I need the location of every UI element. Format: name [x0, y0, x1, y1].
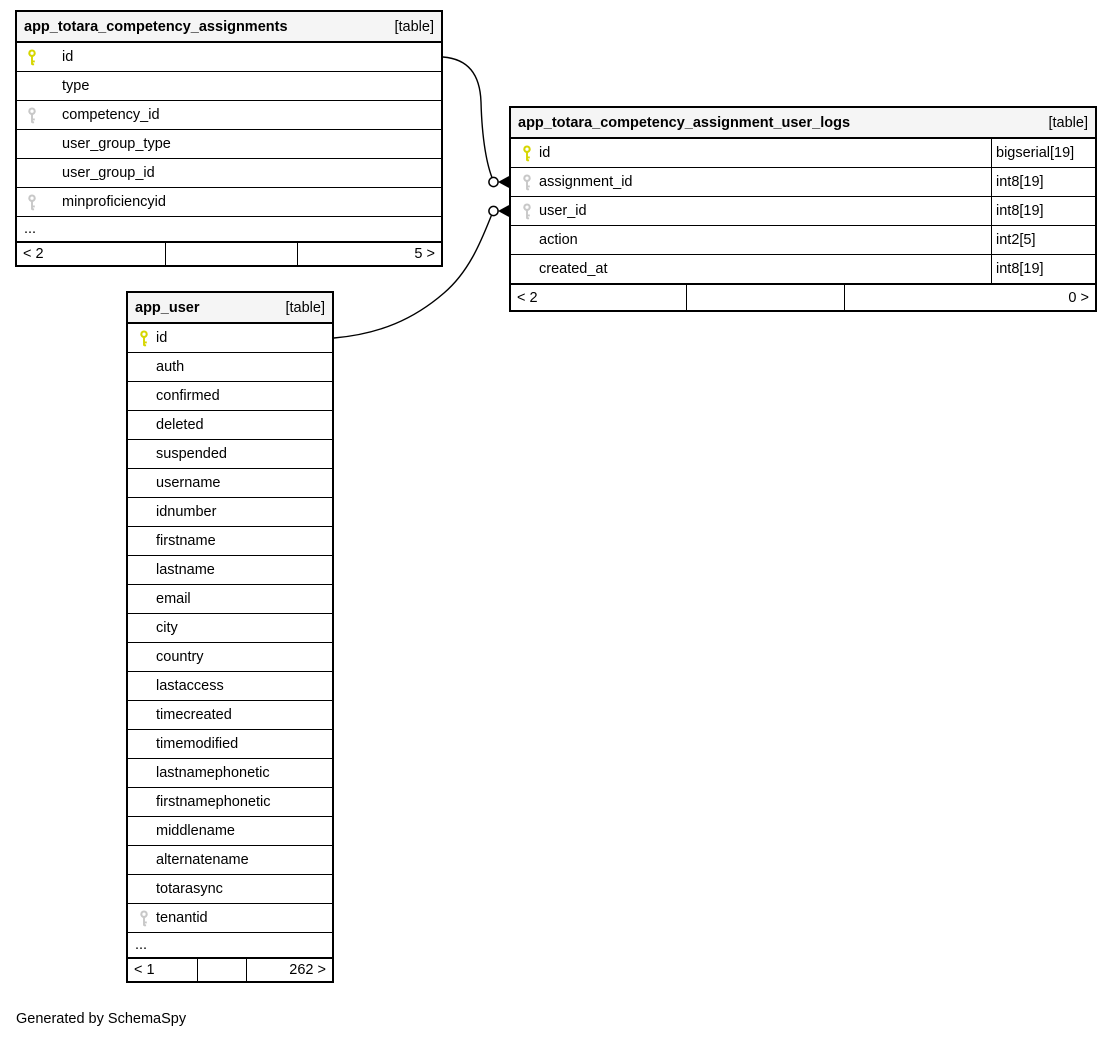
column-name: deleted: [156, 417, 204, 433]
table-type-badge: [table]: [1048, 114, 1088, 131]
ellipsis-row: ...: [17, 217, 441, 242]
column-rows: [511, 139, 1095, 284]
column-row-timecreated: [128, 701, 332, 730]
column-row-firstname: [128, 527, 332, 556]
table-type-badge: [table]: [285, 299, 325, 316]
column-row-username: [128, 469, 332, 498]
primary-key-icon: [511, 145, 539, 162]
primary-key-icon: [128, 330, 156, 347]
column-row-assignment_id: [511, 168, 1095, 197]
column-name: username: [156, 475, 221, 491]
table-app_totara_competency_assignment_user_logs: [509, 106, 1097, 312]
footer-spacer-cell: [165, 243, 296, 265]
column-datatype: int8[19]: [991, 255, 1095, 283]
column-row-lastnamephonetic: [128, 759, 332, 788]
related-count-left: < 2: [23, 246, 44, 262]
table-type-badge: [table]: [394, 18, 434, 35]
column-row-confirmed: [128, 382, 332, 411]
column-row-tenantid: [128, 904, 332, 933]
column-row-suspended: [128, 440, 332, 469]
column-row-middlename: [128, 817, 332, 846]
column-name: idnumber: [156, 504, 217, 520]
ellipsis-row: ...: [128, 933, 332, 958]
column-row-deleted: [128, 411, 332, 440]
column-row-auth: [128, 353, 332, 382]
table-header: [128, 293, 332, 324]
generated-by-note: Generated by SchemaSpy: [16, 1011, 187, 1027]
column-name: firstname: [156, 533, 216, 549]
related-count-left: < 2: [517, 289, 538, 306]
column-row-user_id: [511, 197, 1095, 226]
table-name[interactable]: app_totara_competency_assignment_user_logs: [518, 114, 851, 131]
column-row-lastname: [128, 556, 332, 585]
column-name: lastaccess: [156, 678, 224, 694]
zero-cardinality-circle-icon: [489, 206, 498, 215]
table-footer: [128, 958, 332, 981]
related-count-right: 262 >: [246, 959, 332, 981]
column-name: created_at: [539, 261, 608, 277]
column-name: action: [539, 232, 578, 248]
foreign-key-icon: [17, 194, 62, 211]
column-name: email: [156, 591, 191, 607]
table-footer: [17, 242, 441, 265]
column-rows: [17, 43, 441, 242]
column-name: lastname: [156, 562, 215, 578]
column-datatype: int8[19]: [991, 168, 1095, 196]
column-name: user_group_id: [62, 165, 155, 181]
column-row-email: [128, 585, 332, 614]
column-datatype: int8[19]: [991, 197, 1095, 225]
column-name: user_id: [539, 203, 587, 219]
relationship-line-assignments-id-to-userlogs-assignment_id: [443, 57, 493, 180]
column-row-city: [128, 614, 332, 643]
column-row-competency_id: [17, 101, 441, 130]
table-header: [511, 108, 1095, 139]
column-row-country: [128, 643, 332, 672]
column-row-action: [511, 226, 1095, 255]
related-count-right: 0 >: [844, 285, 1095, 310]
table-name[interactable]: app_totara_competency_assignments: [24, 18, 288, 35]
column-name: minproficiencyid: [62, 194, 166, 210]
column-name: tenantid: [156, 910, 208, 926]
column-name: competency_id: [62, 107, 160, 123]
foreign-key-icon: [17, 107, 62, 124]
column-name: type: [62, 78, 90, 94]
column-name: id: [539, 145, 551, 161]
column-row-timemodified: [128, 730, 332, 759]
column-row-created_at: [511, 255, 1095, 284]
related-count-right: 5 >: [297, 243, 441, 265]
column-name: country: [156, 649, 204, 665]
column-name: timecreated: [156, 707, 232, 723]
column-name: assignment_id: [539, 174, 633, 190]
column-row-user_group_type: [17, 130, 441, 159]
column-row-lastaccess: [128, 672, 332, 701]
table-name[interactable]: app_user: [135, 299, 200, 316]
foreign-key-icon: [128, 910, 156, 927]
column-row-type: [17, 72, 441, 101]
column-name: id: [62, 49, 74, 65]
column-name: timemodified: [156, 736, 239, 752]
table-header: [17, 12, 441, 43]
table-footer: [511, 284, 1095, 310]
column-row-minproficiencyid: [17, 188, 441, 217]
table-app_user: [126, 291, 334, 983]
related-count-left: < 1: [134, 962, 155, 978]
column-name: user_group_type: [62, 136, 171, 152]
table-app_totara_competency_assignments: [15, 10, 443, 267]
footer-spacer-cell: [197, 959, 246, 981]
column-name: totarasync: [156, 881, 223, 897]
column-row-totarasync: [128, 875, 332, 904]
footer-spacer-cell: [686, 285, 844, 310]
column-name: alternatename: [156, 852, 249, 868]
zero-cardinality-circle-icon: [489, 177, 498, 186]
column-row-id: [17, 43, 441, 72]
column-row-user_group_id: [17, 159, 441, 188]
column-name: confirmed: [156, 388, 220, 404]
column-row-alternatename: [128, 846, 332, 875]
column-row-firstnamephonetic: [128, 788, 332, 817]
column-name: middlename: [156, 823, 235, 839]
column-name: firstnamephonetic: [156, 794, 271, 810]
column-name: id: [156, 330, 168, 346]
column-name: lastnamephonetic: [156, 765, 270, 781]
foreign-key-icon: [511, 203, 539, 220]
column-row-id: [128, 324, 332, 353]
column-row-id: [511, 139, 1095, 168]
column-name: city: [156, 620, 178, 636]
column-rows: [128, 324, 332, 958]
column-datatype: bigserial[19]: [991, 139, 1095, 167]
primary-key-icon: [17, 49, 62, 66]
column-name: suspended: [156, 446, 227, 462]
foreign-key-icon: [511, 174, 539, 191]
column-datatype: int2[5]: [991, 226, 1095, 254]
column-name: auth: [156, 359, 185, 375]
column-row-idnumber: [128, 498, 332, 527]
